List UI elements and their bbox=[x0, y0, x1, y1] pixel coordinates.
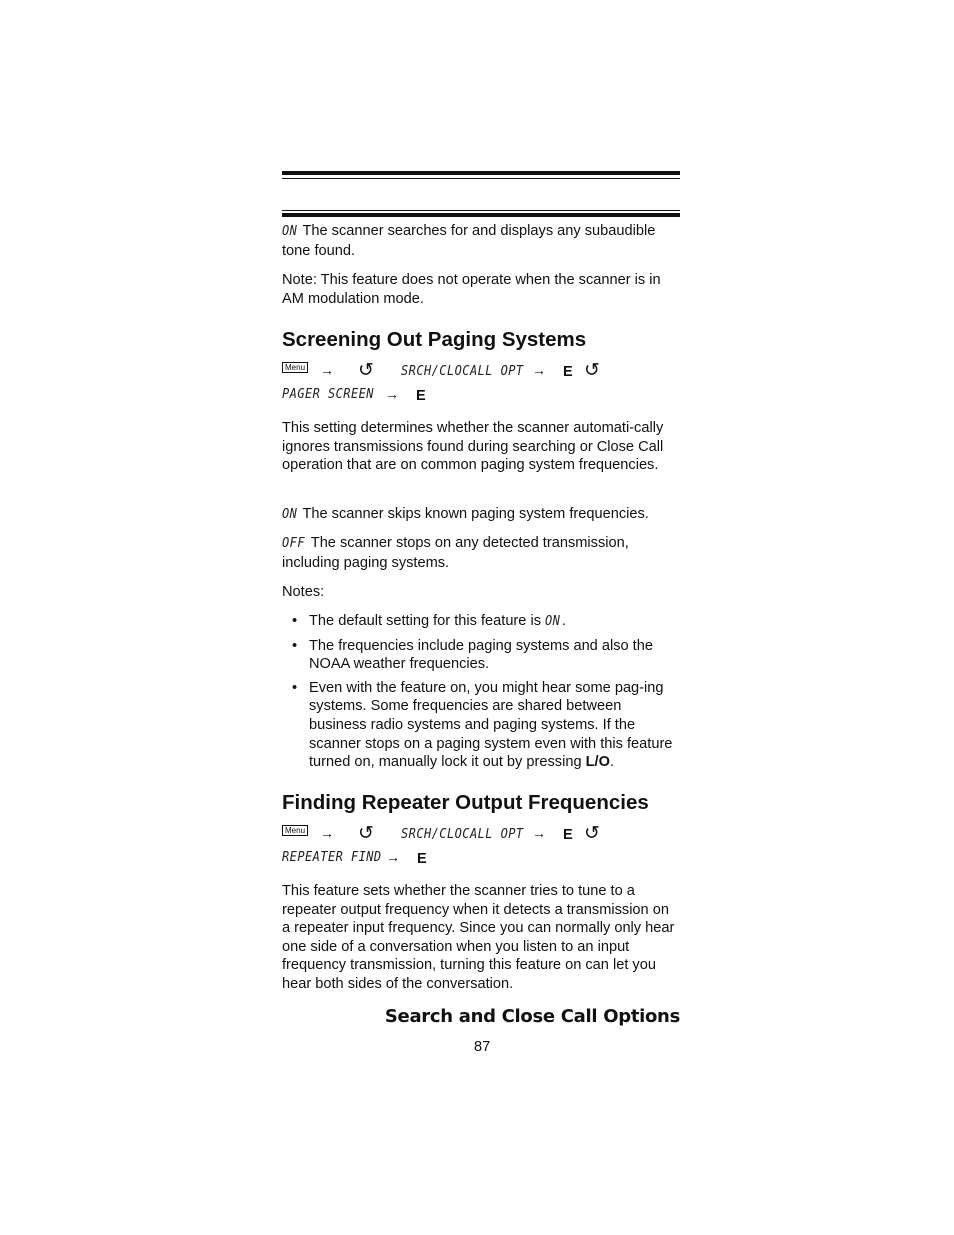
lo-key: L/O bbox=[585, 754, 610, 771]
lcd-pager-screen: PAGER SCREEN bbox=[282, 387, 374, 402]
lcd-on-label: ON bbox=[282, 507, 298, 522]
bullet: • bbox=[292, 679, 298, 696]
lcd-repeater-find: REPEATER FIND bbox=[282, 850, 382, 865]
paging-off-paragraph bbox=[282, 534, 680, 572]
notes-heading: Notes: bbox=[282, 584, 325, 600]
note1-prefix: The default setting for this feature is bbox=[309, 613, 546, 629]
e-key: E bbox=[563, 364, 573, 380]
lcd-srch-clocall-opt: SRCH/CLOCALL OPT bbox=[401, 364, 524, 379]
paging-off-text: The scanner stops on any detected transmission, including paging systems. bbox=[282, 535, 629, 571]
note3-suffix: . bbox=[609, 754, 615, 771]
menu-key: Menu bbox=[282, 362, 308, 373]
lcd-off-label: OFF bbox=[282, 536, 305, 551]
note3-text: Even with the feature on, you might hear some pag-ing systems. Some frequencies are shared between business radio systems and paging systems. If the scanner stops on a paging system even with this feature turned on, manually lock it out by pressing bbox=[309, 679, 673, 771]
paging-on-paragraph bbox=[282, 505, 680, 525]
paging-on-text: The scanner skips known paging system frequencies. bbox=[302, 506, 649, 522]
menu-key: Menu bbox=[282, 825, 308, 836]
section-rule-thin bbox=[282, 210, 680, 211]
lcd-on-label: ON bbox=[545, 614, 561, 629]
section-rule-thick bbox=[282, 213, 680, 217]
arrow-icon: → bbox=[532, 825, 546, 841]
arrow-icon: → bbox=[320, 825, 334, 841]
section-title-paging: Screening Out Paging Systems bbox=[282, 328, 587, 351]
intro-on-paragraph bbox=[282, 222, 680, 260]
scroll-dial-icon: ↺ bbox=[358, 360, 374, 381]
notes-list bbox=[282, 612, 680, 772]
arrow-icon: → bbox=[320, 362, 334, 378]
bullet: • bbox=[292, 613, 298, 629]
header-rule-thick bbox=[282, 171, 680, 175]
lcd-on-label: ON bbox=[282, 224, 298, 239]
e-key: E bbox=[417, 851, 427, 867]
intro-on-text: The scanner searches for and displays any subaudible tone found. bbox=[282, 223, 656, 259]
page-number: 87 bbox=[474, 1039, 491, 1055]
lcd-srch-clocall-opt: SRCH/CLOCALL OPT bbox=[401, 827, 524, 842]
arrow-icon: → bbox=[386, 849, 400, 865]
header-rule-thin bbox=[282, 178, 680, 179]
bullet: • bbox=[292, 637, 298, 654]
e-key: E bbox=[563, 827, 573, 843]
list-item bbox=[282, 679, 680, 772]
list-item bbox=[282, 637, 680, 674]
intro-note: Note: This feature does not operate when the scanner is in AM modulation mode. bbox=[282, 272, 661, 307]
e-key: E bbox=[416, 388, 426, 404]
paging-description: This setting determines whether the scanner automati-cally ignores transmissions found during searching or Close Call operation that are on common paging system frequencies. bbox=[282, 420, 664, 474]
note1-suffix: . bbox=[561, 613, 566, 629]
arrow-icon: → bbox=[532, 362, 546, 378]
list-item bbox=[282, 612, 680, 632]
section-title-repeater: Finding Repeater Output Frequencies bbox=[282, 791, 649, 814]
scroll-dial-icon: ↺ bbox=[584, 823, 600, 844]
repeater-description: This feature sets whether the scanner tries to tune to a repeater output frequency when it detects a transmission on a repeater input frequency. Since you can normally only hear one side of a conversation when you listen to an input frequency transmission, turning this feature on can let you hear both sides of the conversation. bbox=[282, 883, 675, 992]
chapter-title: Search and Close Call Options bbox=[384, 1006, 680, 1027]
arrow-icon: → bbox=[385, 386, 399, 402]
note2-text: The frequencies include paging systems and also the NOAA weather frequencies. bbox=[309, 637, 653, 673]
scroll-dial-icon: ↺ bbox=[358, 823, 374, 844]
scroll-dial-icon: ↺ bbox=[584, 360, 600, 381]
